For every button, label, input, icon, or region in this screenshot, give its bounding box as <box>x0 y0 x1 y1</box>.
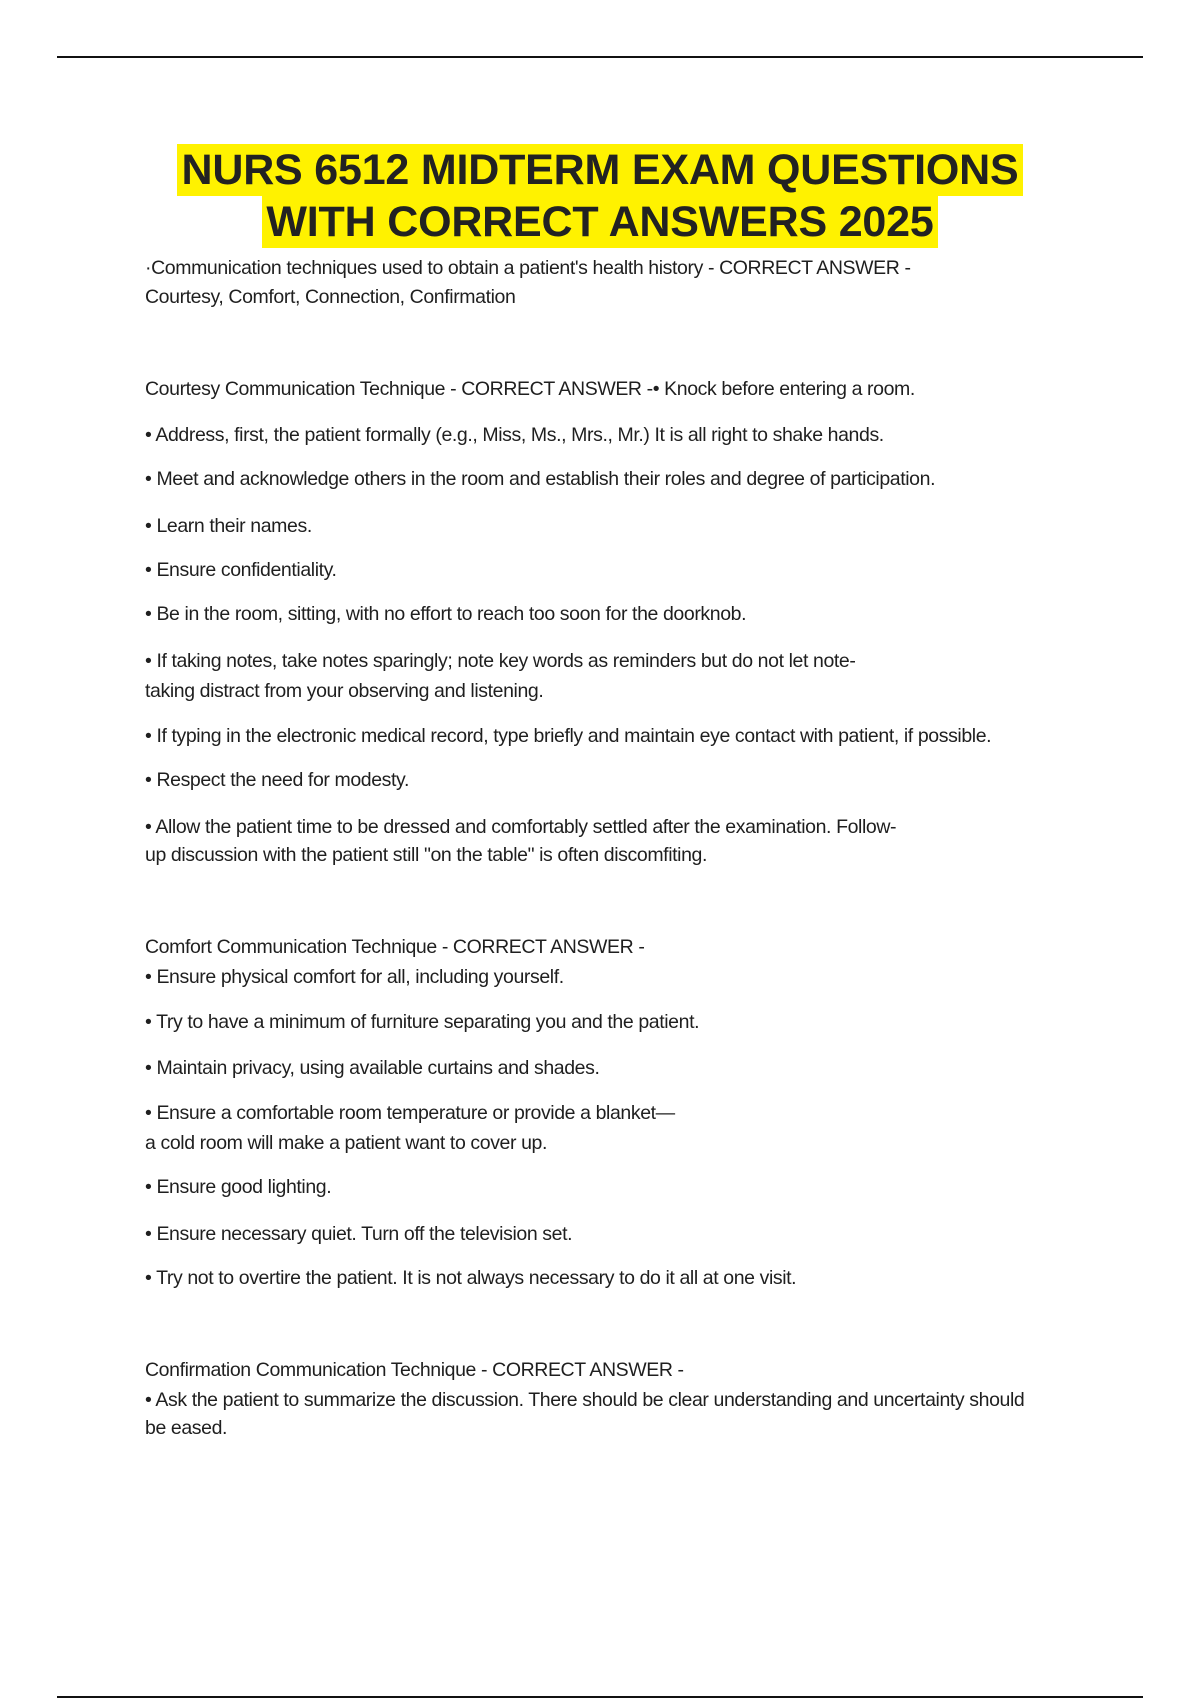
text-line: Comfort Communication Technique - CORRECT ANSWER - <box>145 936 645 958</box>
text-line: • Maintain privacy, using available curtains and shades. <box>145 1057 600 1079</box>
text-line: • Meet and acknowledge others in the room and establish their roles and degree of participation. <box>145 468 936 490</box>
text-line: • Address, first, the patient formally (e.g., Miss, Ms., Mrs., Mr.) It is all right to shake hands. <box>145 424 884 446</box>
text-line: ·Communication techniques used to obtain a patient's health history - CORRECT ANSWER - <box>145 257 911 279</box>
text-line: Confirmation Communication Technique - CORRECT ANSWER - <box>145 1359 684 1381</box>
text-line: Courtesy, Comfort, Connection, Confirmation <box>145 286 516 308</box>
bottom-rule <box>57 1696 1143 1698</box>
document-title <box>0 144 1200 248</box>
text-line: • Ensure good lighting. <box>145 1176 332 1198</box>
text-line: • Allow the patient time to be dressed and comfortably settled after the examination. Follow- <box>145 816 897 838</box>
text-line: • Be in the room, sitting, with no effort to reach too soon for the doorknob. <box>145 603 747 625</box>
title-line-1: NURS 6512 MIDTERM EXAM QUESTIONS <box>177 144 1022 196</box>
text-line: • Try not to overtire the patient. It is not always necessary to do it all at one visit. <box>145 1267 797 1289</box>
text-line: • If taking notes, take notes sparingly; note key words as reminders but do not let note- <box>145 650 856 672</box>
text-line: Courtesy Communication Technique - CORRECT ANSWER -• Knock before entering a room. <box>145 378 915 400</box>
text-line: up discussion with the patient still "on the table" is often discomfiting. <box>145 844 707 866</box>
text-line: • Try to have a minimum of furniture separating you and the patient. <box>145 1011 700 1033</box>
text-line: • Learn their names. <box>145 515 312 537</box>
text-line: • Ensure physical comfort for all, including yourself. <box>145 966 564 988</box>
text-line: • Ensure confidentiality. <box>145 559 337 581</box>
text-line: • Ensure necessary quiet. Turn off the television set. <box>145 1223 573 1245</box>
text-line: • Respect the need for modesty. <box>145 769 409 791</box>
text-line: • If typing in the electronic medical record, type briefly and maintain eye contact with patient, if possible. <box>145 725 992 747</box>
text-line: • Ensure a comfortable room temperature or provide a blanket— <box>145 1102 675 1124</box>
text-line: a cold room will make a patient want to cover up. <box>145 1132 548 1154</box>
title-line-2: WITH CORRECT ANSWERS 2025 <box>262 196 937 248</box>
top-rule <box>57 56 1143 58</box>
text-line: taking distract from your observing and listening. <box>145 680 544 702</box>
text-line: be eased. <box>145 1417 228 1439</box>
text-line: • Ask the patient to summarize the discussion. There should be clear understanding and uncertainty should <box>145 1389 1025 1411</box>
